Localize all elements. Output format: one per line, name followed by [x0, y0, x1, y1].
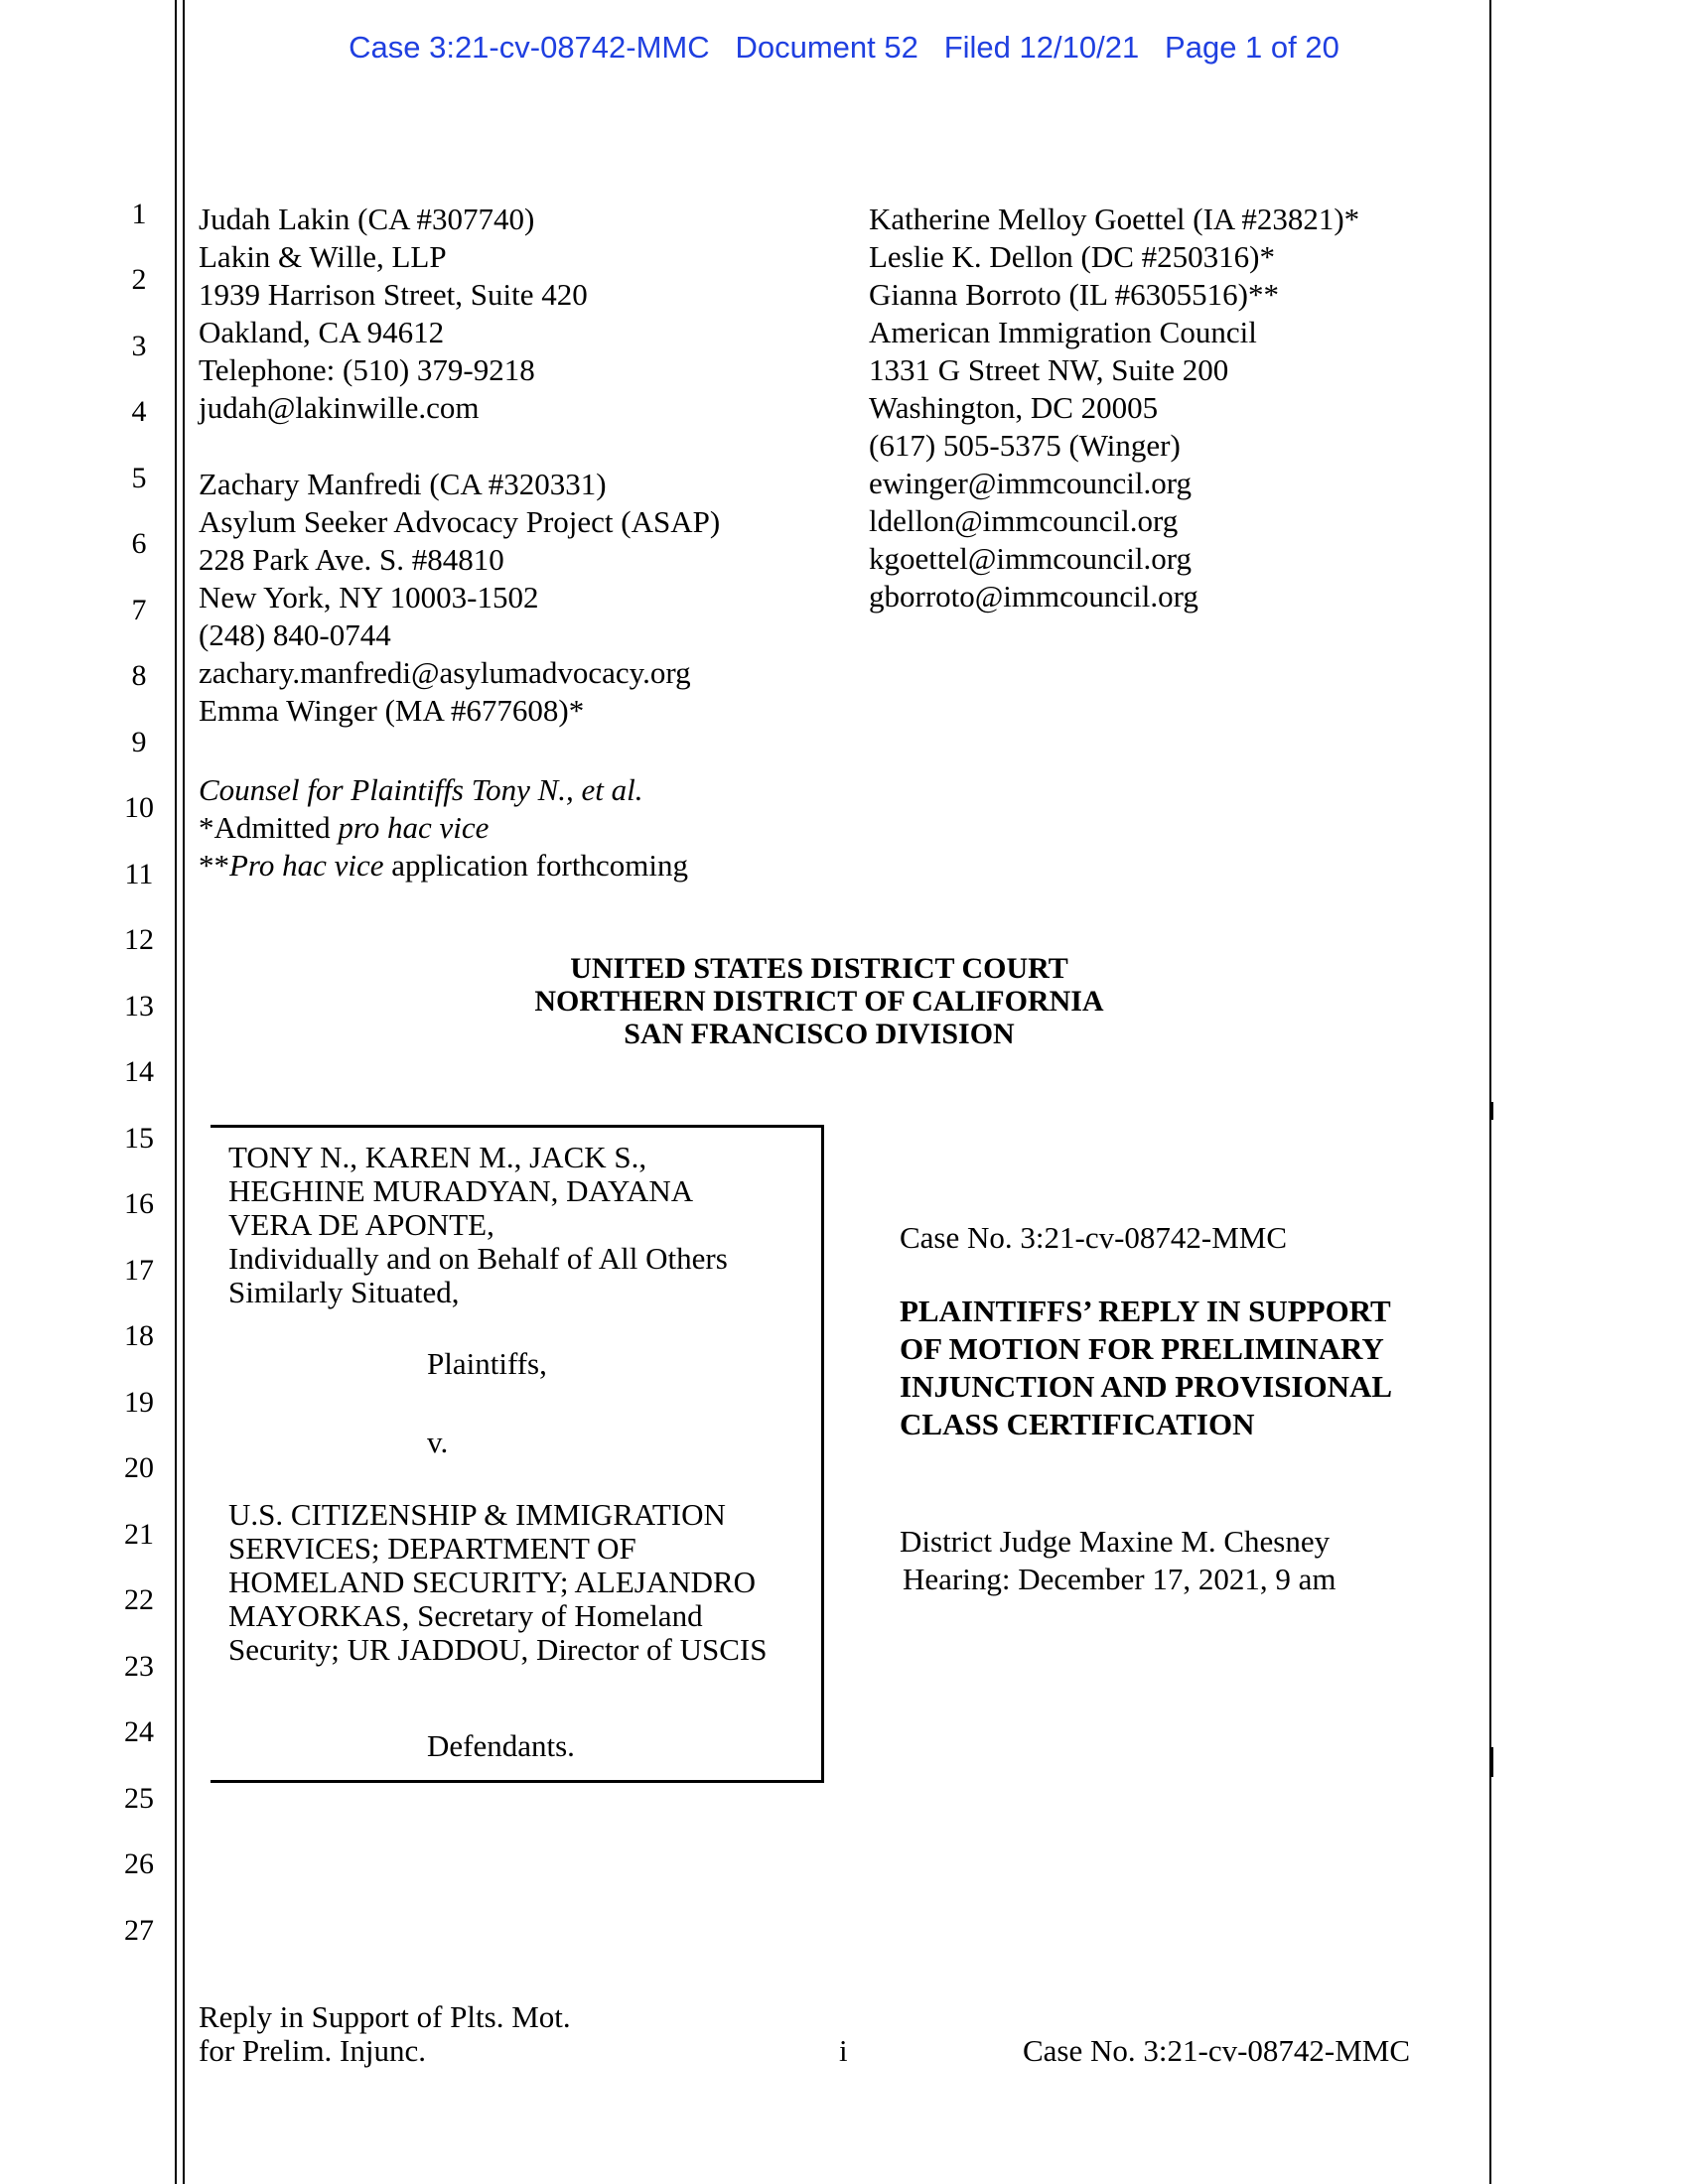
line-number: 20	[124, 1451, 154, 1484]
document-title-line: OF MOTION FOR PRELIMINARY	[900, 1331, 1384, 1366]
left-margin-rule-outer	[175, 0, 177, 2184]
left-margin-rule-inner	[183, 0, 185, 2184]
counsel-line: 1939 Harrison Street, Suite 420	[199, 277, 588, 312]
admitted-note	[199, 809, 688, 847]
line-number: 21	[124, 1518, 154, 1551]
footer-title-line: Reply in Support of Plts. Mot.	[199, 1999, 571, 2034]
line-number: 22	[124, 1583, 154, 1616]
counsel-line: ewinger@immcouncil.org	[869, 466, 1192, 500]
line-number: 8	[131, 659, 147, 692]
right-margin-tick	[1490, 1747, 1493, 1777]
line-number: 10	[124, 791, 154, 824]
court-district-line: NORTHERN DISTRICT OF CALIFORNIA	[534, 985, 1104, 1018]
line-number: 7	[131, 594, 147, 626]
header-case-number: Case 3:21-cv-08742-MMC	[349, 30, 710, 65]
counsel-notes	[199, 771, 688, 885]
counsel-line: Judah Lakin (CA #307740)	[199, 202, 535, 236]
counsel-for-text: Counsel for Plaintiffs Tony N., et al.	[199, 772, 643, 807]
counsel-line: ldellon@immcouncil.org	[869, 503, 1179, 538]
counsel-line: gborroto@immcouncil.org	[869, 579, 1198, 614]
case-number: Case No. 3:21-cv-08742-MMC	[900, 1220, 1288, 1255]
counsel-block-lakin	[199, 201, 588, 427]
line-number: 25	[124, 1782, 154, 1815]
court-division-line: SAN FRANCISCO DIVISION	[624, 1018, 1015, 1050]
counsel-line: 228 Park Ave. S. #84810	[199, 542, 504, 577]
line-number: 2	[131, 263, 147, 296]
line-number: 12	[124, 923, 154, 956]
line-number: 4	[131, 395, 147, 428]
right-margin-rule	[1489, 0, 1491, 2184]
defendant-line: MAYORKAS, Secretary of Homeland	[228, 1598, 703, 1633]
counsel-line: Asylum Seeker Advocacy Project (ASAP)	[199, 504, 721, 539]
plaintiff-line: Individually and on Behalf of All Others	[228, 1241, 728, 1276]
line-number: 1	[131, 198, 147, 230]
line-number: 23	[124, 1650, 154, 1683]
plaintiff-line: HEGHINE MURADYAN, DAYANA	[228, 1173, 694, 1208]
ecf-header-stamp	[0, 30, 1688, 66]
counsel-line: kgoettel@immcouncil.org	[869, 541, 1193, 576]
admitted-prefix: *Admitted	[199, 810, 339, 845]
line-number: 13	[124, 990, 154, 1023]
footer-short-title	[199, 2000, 571, 2068]
defendant-line: SERVICES; DEPARTMENT OF	[228, 1531, 636, 1566]
header-filed-date: Filed 12/10/21	[943, 30, 1140, 65]
line-number: 16	[124, 1187, 154, 1220]
line-number: 11	[124, 858, 154, 890]
line-number: 26	[124, 1847, 154, 1880]
counsel-line: Zachary Manfredi (CA #320331)	[199, 467, 607, 501]
footer-title-line: for Prelim. Injunc.	[199, 2033, 427, 2068]
versus-label: v.	[427, 1425, 449, 1459]
plaintiff-line: VERA DE APONTE,	[228, 1207, 494, 1242]
counsel-block-immigration-council	[869, 201, 1359, 615]
forthcoming-suffix: application forthcoming	[383, 848, 688, 883]
plaintiff-line: TONY N., KAREN M., JACK S.,	[228, 1140, 647, 1174]
counsel-for-line	[199, 771, 688, 809]
counsel-line: Lakin & Wille, LLP	[199, 239, 447, 274]
document-title-line: CLASS CERTIFICATION	[900, 1407, 1255, 1441]
forthcoming-prefix: **	[199, 848, 229, 883]
forthcoming-italic: Pro hac vice	[229, 848, 384, 883]
line-number: 19	[124, 1386, 154, 1419]
defendants-label: Defendants.	[427, 1728, 575, 1763]
line-number: 3	[131, 330, 147, 362]
line-number: 15	[124, 1122, 154, 1155]
document-title-line: INJUNCTION AND PROVISIONAL	[900, 1369, 1393, 1404]
plaintiffs-label: Plaintiffs,	[427, 1346, 547, 1381]
forthcoming-note	[199, 847, 688, 885]
counsel-line: Leslie K. Dellon (DC #250316)*	[869, 239, 1275, 274]
line-number: 18	[124, 1319, 154, 1352]
line-number: 9	[131, 726, 147, 758]
plaintiffs-names	[228, 1141, 728, 1309]
defendants-names	[228, 1498, 767, 1667]
header-page-count: Page 1 of 20	[1165, 30, 1339, 65]
counsel-line: Katherine Melloy Goettel (IA #23821)*	[869, 202, 1360, 236]
document-title	[900, 1293, 1392, 1443]
counsel-line: (248) 840-0744	[199, 617, 391, 652]
line-number: 5	[131, 462, 147, 494]
counsel-line: zachary.manfredi@asylumadvocacy.org	[199, 655, 691, 690]
counsel-line: New York, NY 10003-1502	[199, 580, 539, 614]
footer-case-number: Case No. 3:21-cv-08742-MMC	[1023, 2033, 1411, 2068]
right-margin-tick	[1490, 1102, 1493, 1120]
document-title-line: PLAINTIFFS’ REPLY IN SUPPORT	[900, 1294, 1391, 1328]
counsel-line: Washington, DC 20005	[869, 390, 1159, 425]
defendant-line: Security; UR JADDOU, Director of USCIS	[228, 1632, 768, 1667]
counsel-block-manfredi	[199, 466, 720, 730]
judge-line: District Judge Maxine M. Chesney	[900, 1524, 1331, 1559]
hearing-line: Hearing: December 17, 2021, 9 am	[903, 1562, 1336, 1596]
line-number: 6	[131, 527, 147, 560]
counsel-line: Gianna Borroto (IL #6305516)**	[869, 277, 1279, 312]
admitted-italic: pro hac vice	[338, 810, 490, 845]
header-document-number: Document 52	[735, 30, 918, 65]
line-number: 24	[124, 1715, 154, 1748]
court-name-line: UNITED STATES DISTRICT COURT	[570, 952, 1068, 985]
defendant-line: U.S. CITIZENSHIP & IMMIGRATION	[228, 1497, 726, 1532]
counsel-line: Oakland, CA 94612	[199, 315, 445, 349]
line-number: 27	[124, 1914, 154, 1947]
defendant-line: HOMELAND SECURITY; ALEJANDRO	[228, 1565, 757, 1599]
counsel-line: American Immigration Council	[869, 315, 1257, 349]
counsel-line: (617) 505-5375 (Winger)	[869, 428, 1181, 463]
plaintiff-line: Similarly Situated,	[228, 1275, 460, 1309]
line-number: 17	[124, 1254, 154, 1287]
counsel-line: judah@lakinwille.com	[199, 390, 480, 425]
line-number: 14	[124, 1055, 154, 1088]
footer-page-number: i	[839, 2033, 848, 2068]
counsel-line: 1331 G Street NW, Suite 200	[869, 352, 1229, 387]
counsel-line: Emma Winger (MA #677608)*	[199, 693, 585, 728]
counsel-line: Telephone: (510) 379-9218	[199, 352, 535, 387]
